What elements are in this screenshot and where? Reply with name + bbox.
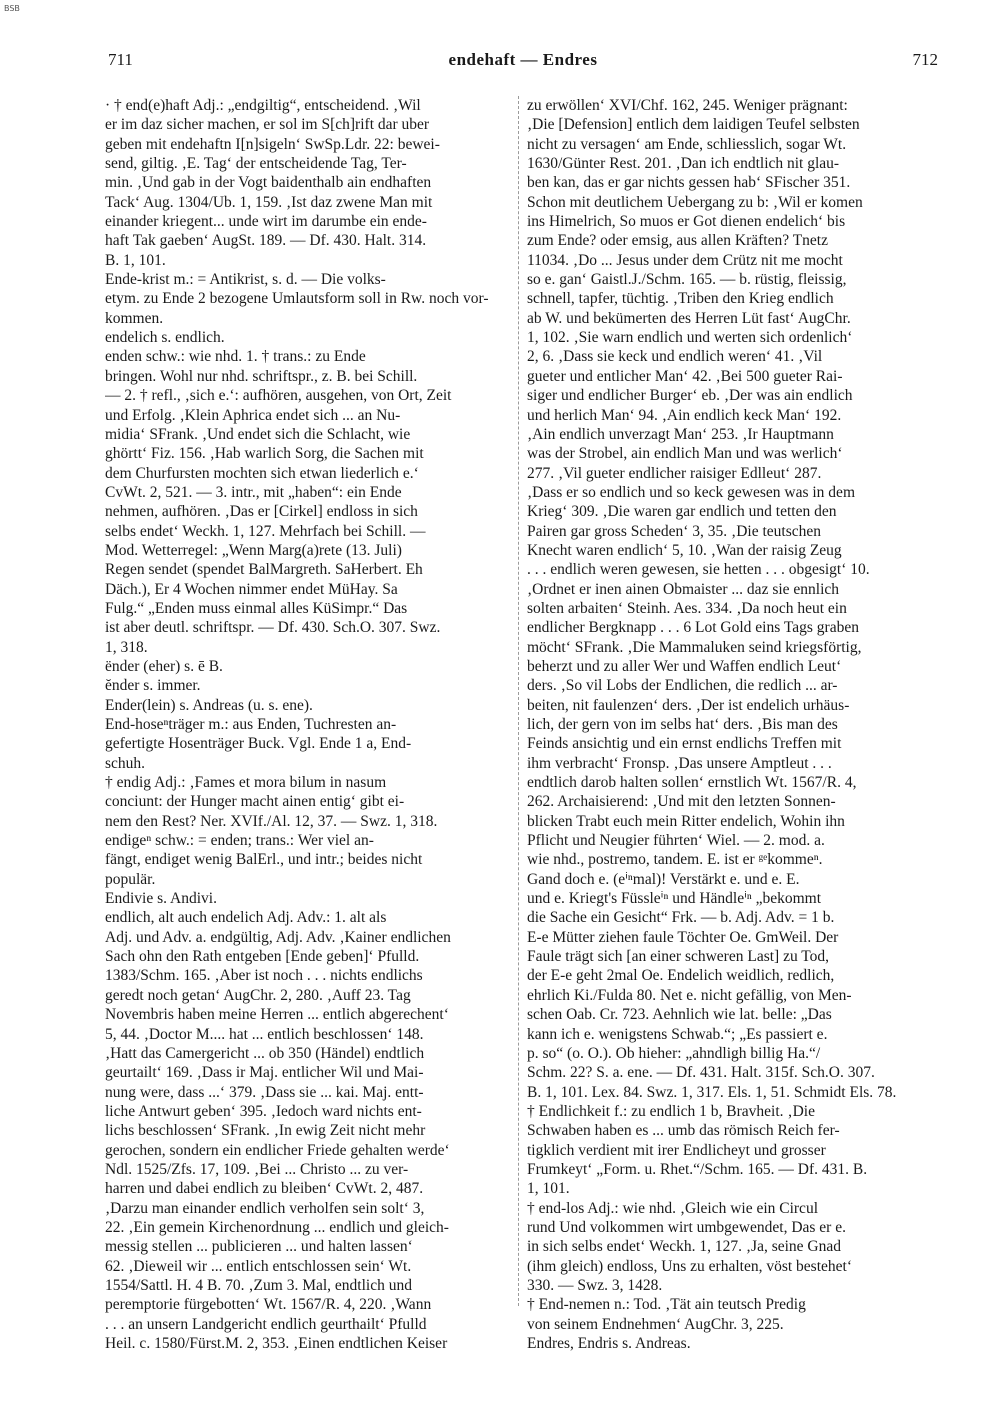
right-column-line: von seinem Endnehmen‘ AugChr. 3, 225. [527,1315,784,1333]
left-column-line: Däch.), Er 4 Wochen nimmer endet MüHay. Sa [105,580,398,598]
left-column-line: . . . an unsern Landgericht endlich geurthailt‘ Pfulld [105,1315,427,1333]
left-column-line: 1554/Sattl. H. 4 B. 70. ‚Zum 3. Mal, endtlich und [105,1276,412,1294]
right-column-line: 330. — Swz. 3, 1428. [527,1276,663,1294]
right-column-line: 11034. ‚Do ... Jesus under dem Crütz nit me mocht [527,251,843,269]
right-column-line: ihm verbracht‘ Fronsp. ‚Das unsere Amptleut . . . [527,754,832,772]
left-column-line: liche Antwurt geben‘ 395. ‚Iedoch ward nichts ent- [105,1102,422,1120]
left-column-line: messig stellen ... publicieren ... und halten lassen‘ [105,1238,413,1256]
left-column-line: geurtailt‘ 169. ‚Dass ir Maj. entlicher Wil und Mai- [105,1064,424,1082]
right-column-line: wie nhd., postremo, tandem. E. ist er ᵍᵉkommeⁿ. [527,851,823,869]
right-column-line: endtlich darob halten sollen‘ ernstlich Wt. 1567/R. 4, [527,774,857,792]
right-column-line: 262. Archaisierend: ‚Und mit den letzten Sonnen- [527,793,836,811]
right-column-line: und e. Kriegt's Füssleⁱⁿ und Händleⁱⁿ „bekommt [527,890,822,908]
right-column-line: ins Himelrich, So muos er Got dienen endelich‘ bis [527,213,846,231]
left-column-line: † endig Adj.: ‚Fames et mora bilum in nasum [105,774,387,792]
left-column [105,96,515,1353]
right-column-line: ben kan, das er gar nichts gessen hab‘ SFischer 351. [527,174,851,192]
left-column-line: selbs endet‘ Weckh. 1, 127. Mehrfach bei Schill. — [105,522,426,540]
library-stamp: BSB [4,4,20,13]
left-column-line: 5, 44. ‚Doctor M.... hat ... entlich beschlossen‘ 148. [105,1025,424,1043]
left-column-line: nehmen, aufhören. ‚Das er [Cirkel] endloss in sich [105,503,418,521]
right-column-line: E-e Mütter ziehen faule Töchter Oe. GmWeil. Der [527,928,839,946]
right-column-line: beiten, nit faulenzen‘ ders. ‚Der ist endelich urhäus- [527,696,850,714]
left-column-line: min. ‚Und gab in der Vogt baidenthalb ain endhaften [105,174,432,192]
left-column-line: gerochen, sondern ein endlicher Friede gehalten werde‘ [105,1141,450,1159]
left-column-line: Ndl. 1525/Zfs. 17, 109. ‚Bei ... Christo ... zu ver- [105,1160,409,1178]
left-column-line: send, giltig. ‚E. Tag‘ der entscheidende Tag, Ter- [105,155,407,173]
right-column-line: der E-e geht 2mal Oe. Endelich weidlich, redlich, [527,967,835,985]
left-column-line: geben mit endehaftn I[n]sigeln‘ SwSp.Ldr. 22: bewei- [105,135,440,153]
right-column-line: in sich selbs endet‘ Weckh. 1, 127. ‚Ja, seine Gnad [527,1238,841,1256]
right-column-line: solten arbaiten‘ Steinh. Aes. 334. ‚Da noch heut ein [527,599,847,617]
right-column-line: Gand doch e. (eⁱⁿmal)! Verstärkt e. und e. E. [527,870,800,888]
right-column-line: zum Ende? oder emsig, aus allen Kräften? Tnetz [527,232,828,250]
right-column-line: schen Oab. Cr. 723. Aehnlich wie lat. belle: „Das [527,1006,832,1024]
right-column-line: 1630/Günter Rest. 201. ‚Dan ich endtlich nit glau- [527,155,840,173]
left-column-line: peremptorie fürgebotten‘ Wt. 1567/R. 4, 220. ‚Wann [105,1296,432,1314]
right-column-line: ehrlich Ki./Fulda 80. Net e. nicht gefällig, von Men- [527,986,852,1004]
left-column-line: Sach ohn den Rath entgeben [Ende geben]‘ Pfulld. [105,948,420,966]
right-column-line: endlicher Bergknapp . . . 6 Lot Gold eins Tags graben [527,619,859,637]
left-column-line: dem Churfursten mochten sich etwan liederlich e.‘ [105,464,419,482]
left-column-line: ‚Hatt das Camergericht ... ob 350 (Händel) endtlich [105,1044,425,1062]
right-column-line: ‚Ordnet er inen ainen Obmaister ... daz sie ennlich [527,580,840,598]
left-column-line: 62. ‚Dieweil wir ... entlich entschlossen sein‘ Wt. [105,1257,412,1275]
left-column-line: — 2. † refl., ‚sich e.‘: aufhören, ausgehen, von Ort, Zeit [105,387,452,405]
right-column-line: rund Und volkommen wirt umbgewendet, Das er e. [527,1218,846,1236]
left-column-line: Regen sendet (spendet BalMargreth. SaHerbert. Eh [105,561,423,579]
right-column-line: nicht zu versagen‘ am Ende, schliesslich, sogar Wt. [527,135,847,153]
left-column-line: Ender(lein) s. Andreas (u. s. ene). [105,696,313,714]
right-column-line: was der Strobel, ain endlich Man und was werlich‘ [527,445,843,463]
right-column-line: † Endlichkeit f.: zu endlich 1 b, Bravheit. ‚Die [527,1102,815,1120]
left-column-line: ënder (eher) s. ē B. [105,657,223,675]
left-column-line: CvWt. 2, 521. — 3. intr., mit „haben“: ein Ende [105,483,402,501]
left-column-line: populär. [105,870,156,888]
right-column-line: † End-nemen n.: Tod. ‚Tät ain teutsch Predig [527,1296,806,1314]
right-column-line: so e. gan‘ Gaistl.J./Schm. 165. — b. rüstig, fleissig, [527,271,847,289]
right-column-line: Frumkeyt‘ „Form. u. Rhet.“/Schm. 165. — Df. 431. B. [527,1160,868,1178]
right-column-line: tigklich verdient mit irer Endlicheyt und grosser [527,1141,826,1159]
left-column-line: ĕnder s. immer. [105,677,201,695]
right-column-line: Schon mit deutlichem Uebergang zu b: ‚Wil er komen [527,193,863,211]
right-column-line: gueter und entlicher Man‘ 42. ‚Bei 500 gueter Rai- [527,367,843,385]
right-column-line: Feinds ansichtig und ein ernst endlichs Treffen mit [527,735,842,753]
left-column-line: conciunt: der Hunger macht ainen entig‘ gibt ei- [105,793,405,811]
right-column-line: kann ich e. wenigstens Schwab.“; „Es passiert e. [527,1025,828,1043]
left-column-line: Fulg.“ „Enden muss einmal alles KüSimpr.“ Das [105,599,408,617]
left-column-line: harren und dabei endlich zu bleiben‘ CvWt. 2, 487. [105,1180,424,1198]
left-column-line: · † end(e)haft Adj.: „endgiltig“, entscheidend. ‚Wil [105,97,421,114]
right-column-line: 1, 101. [527,1180,570,1198]
left-column-line: lichs beschlossen‘ SFrank. ‚In ewig Zeit nicht mehr [105,1122,426,1140]
left-column-line: enden schw.: wie nhd. 1. † trans.: zu Ende [105,348,366,366]
left-column-line: Ende-krist m.: = Antikrist, s. d. — Die volks- [105,271,386,289]
left-column-line: etym. zu Ende 2 bezogene Umlautsform soll in Rw. noch vor- [105,290,489,308]
left-column-line: 1383/Schm. 165. ‚Aber ist noch . . . nichts endlichs [105,967,423,985]
right-column-line: blicken Trabt euch mein Ritter endelich, Wohin ihn [527,812,845,830]
left-column-line: endlich, alt auch endelich Adj. Adv.: 1. alt als [105,909,387,927]
left-column-line: bringen. Wohl nur nhd. schriftspr., z. B. bei Schill. [105,367,418,385]
left-column-line: endelich s. endlich. [105,329,225,347]
right-column-line: zu erwöllen‘ XVI/Chf. 162, 245. Weniger prägnant: [527,97,848,114]
left-column-line: Endivie s. Andivi. [105,890,217,908]
right-column-line: B. 1, 101. Lex. 84. Swz. 1, 317. Els. 1, 51. Schmidt Els. 78. [527,1083,897,1101]
right-column-line: Knecht waren endlich‘ 5, 10. ‚Wan der raisig Zeug [527,541,842,559]
left-column-line: endigeⁿ schw.: = enden; trans.: Wer viel an- [105,832,374,850]
right-column-line: Pflicht und Neugier führten‘ Wiel. — 2. mod. a. [527,832,825,850]
page-header [108,50,938,76]
page-number-right: 712 [912,50,938,69]
left-column-line: Mod. Wetterregel: „Wenn Marg(a)rete (13. Juli) [105,541,402,559]
left-column-line: er im daz sicher machen, er sol im S[ch]rift dar uber [105,116,430,134]
right-column-line: p. so“ (o. O.). Ob hieher: „ahndligh billig Ha.“/ [527,1044,821,1062]
left-column-line: fängt, endiget wenig BalErl., und intr.; beides nicht [105,851,423,869]
left-column-line: ghörtt‘ Fiz. 156. ‚Hab warlich Sorg, die Sachen mit [105,445,424,463]
left-column-line: End-hoseⁿträger m.: aus Enden, Tuchresten an- [105,716,397,733]
left-column-line: Tack‘ Aug. 1304/Ub. 1, 159. ‚Ist daz zwene Man mit [105,193,433,211]
column-divider [518,96,519,1306]
right-column-line: 2, 6. ‚Dass sie keck und endlich weren‘ 41. ‚Vil [527,348,823,366]
right-column-line: 277. ‚Vil gueter endlicher raisiger Edlleut‘ 287. [527,464,822,482]
left-column-line: Novembris haben meine Herren ... entlich abgerechent‘ [105,1006,449,1024]
right-column-line: 1, 102. ‚Sie warn endlich und werten sich ordenlich‘ [527,329,853,347]
left-column-line: geredt noch getan‘ AugChr. 2, 280. ‚Auff 23. Tag [105,986,411,1004]
right-column-line: Krieg‘ 309. ‚Die waren gar endlich und tetten den [527,503,837,521]
left-column-line: 1, 318. [105,638,148,656]
right-column-line: Endres, Endris s. Andreas. [527,1335,691,1352]
left-column-line: B. 1, 101. [105,251,166,269]
right-column-line: Faule trägt sich [an einer schweren Last] zu Tod, [527,948,830,966]
right-column-line: ‚Die [Defension] entlich dem laidigen Teufel selbsten [527,116,860,134]
page-number-left: 711 [108,50,133,69]
left-column-line: ‚Darzu man einander endlich verholfen sein solt‘ 3, [105,1199,425,1217]
right-column-line: † end-los Adj.: wie nhd. ‚Gleich wie ein Circul [527,1199,818,1217]
right-column-line: . . . endlich weren gewesen, sie hetten . . . obgesigt‘ 10. [527,561,870,579]
left-column-line: haft Tak gaeben‘ AugSt. 189. — Df. 430. Halt. 314. [105,232,427,250]
left-column-line: nung were, dass ...‘ 379. ‚Dass sie ... kai. Maj. entt- [105,1083,424,1101]
left-column-line: 22. ‚Ein gemein Kirchenordnung ... endlich und gleich- [105,1218,449,1236]
left-column-line: und Erfolg. ‚Klein Aphrica endet sich ... an Nu- [105,406,401,424]
left-column-line: gefertigte Hosenträger Buck. Vgl. Ende 1 a, End- [105,735,412,753]
right-column-line: die Sache ein Gesicht“ Frk. — b. Adj. Adv. = 1 b. [527,909,835,927]
right-column-line: ab W. und bekümerten des Herren Lüt fast‘ AugChr. [527,309,851,327]
right-column-line: Schm. 22? S. a. ene. — Df. 431. Halt. 315f. Sch.O. 307. [527,1064,875,1082]
running-title: endehaft — Endres [448,50,598,69]
left-column-line: kommen. [105,309,164,327]
right-column-line: schnell, tapfer, tüchtig. ‚Triben den Krieg endlich [527,290,834,308]
left-column-line: schuh. [105,754,146,772]
right-column-line: ders. ‚So vil Lobs der Endlichen, die redlich ... ar- [527,677,838,695]
right-column-line: siger und endlicher Burger‘ eb. ‚Der was ain endlich [527,387,853,405]
right-column-line: Schwaben haben es ... umb das römisch Reich fer- [527,1122,840,1140]
right-column-line: lich, der gern von im selbs hat‘ ders. ‚Bis man des [527,716,838,733]
right-column-line: und herlich Man‘ 94. ‚Ain endlich keck Man‘ 192. [527,406,842,424]
left-column-line: ist aber deutl. schriftspr. — Df. 430. Sch.O. 307. Swz. [105,619,441,637]
left-column-line: einander kriegent... unde wirt im darumbe ein ende- [105,213,427,231]
right-column-line: ‚Ain endlich unverzagt Man‘ 253. ‚Ir Hauptmann [527,425,834,443]
left-column-line: Heil. c. 1580/Fürst.M. 2, 353. ‚Einen endtlichen Keiser [105,1335,448,1352]
left-column-line: midia‘ SFrank. ‚Und endet sich die Schlacht, wie [105,425,411,443]
right-column-line: ‚Dass er so endlich und so keck gewesen was in dem [527,483,855,501]
left-column-line: nem den Rest? Ner. XVIf./Al. 12, 37. — Swz. 1, 318. [105,812,438,830]
left-column-line: Adj. und Adv. a. endgültig, Adj. Adv. ‚Kainer endlichen [105,928,451,946]
right-column-line: beherzt und zu aller Wer und Waffen endlich Leut‘ [527,657,842,675]
right-column [527,96,937,1353]
right-column-line: möcht‘ SFrank. ‚Die Mammaluken seind kriegsförtig, [527,638,862,656]
right-column-line: (ihm gleich) endloss, Uns zu erhalten, vöst bestehet‘ [527,1257,852,1275]
right-column-line: Pairen gar gross Scheden‘ 3, 35. ‚Die teutschen [527,522,821,540]
